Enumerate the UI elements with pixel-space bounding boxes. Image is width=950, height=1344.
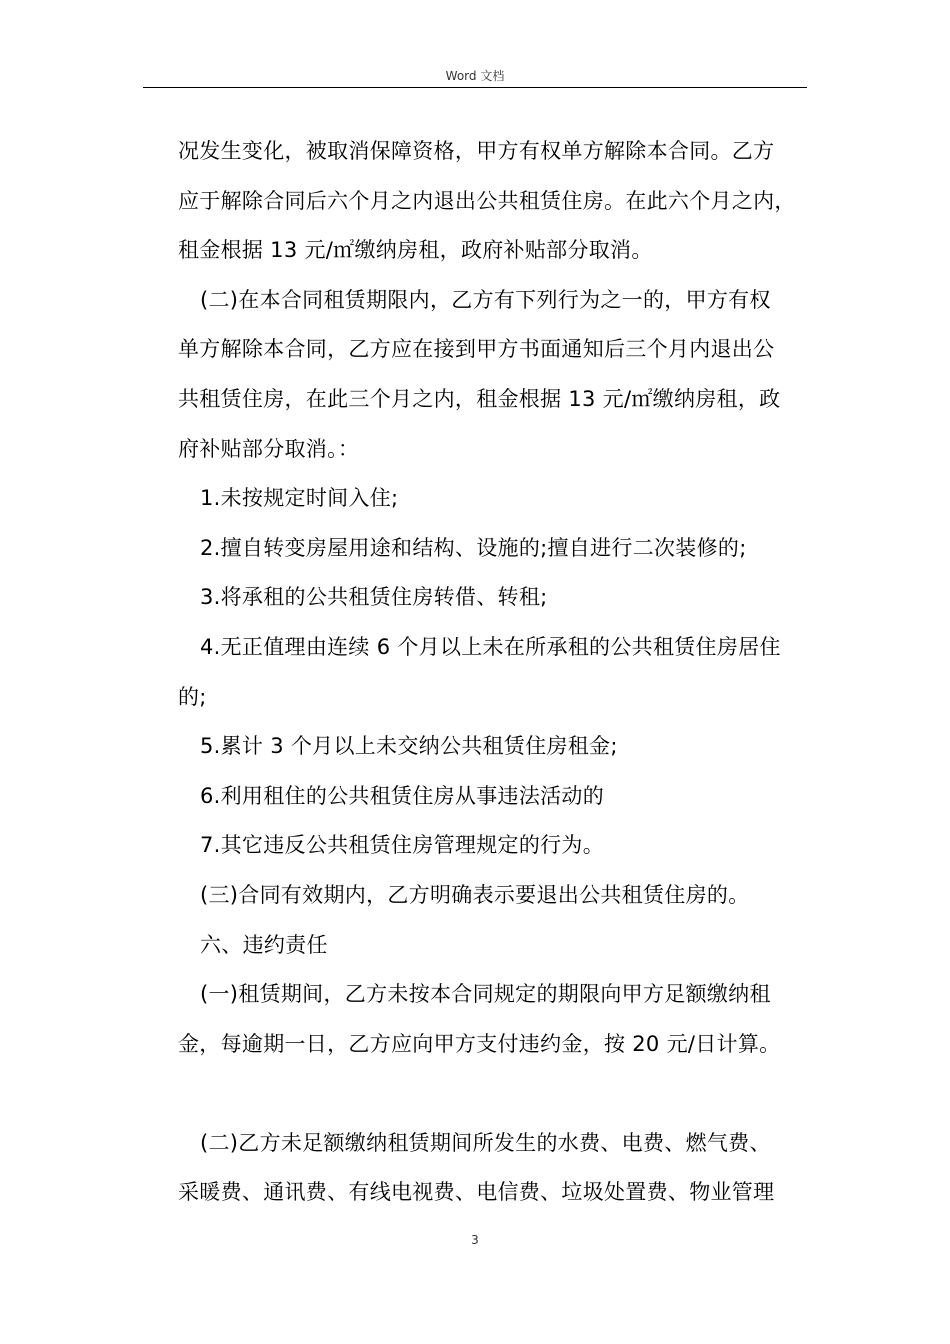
header-title: Word 文档 — [445, 69, 505, 83]
list-item: 2.擅自转变房屋用途和结构、设施的;擅自进行二次装修的; — [200, 535, 747, 560]
list-item: 6.利用租住的公共租赁住房从事违法活动的 — [200, 783, 605, 808]
page-number: 3 — [471, 1233, 479, 1247]
body-line: 金，每逾期一日，乙方应向甲方支付违约金，按 20 元/日计算。 — [178, 1031, 781, 1056]
list-item: 7.其它违反公共租赁住房管理规定的行为。 — [200, 833, 605, 858]
document-body — [178, 127, 814, 1218]
body-line: 的; — [178, 684, 207, 709]
blank-line — [178, 1069, 814, 1119]
body-line: 况发生变化，被取消保障资格，甲方有权单方解除本合同。乙方 — [178, 139, 775, 163]
section-heading: 六、违约责任 — [200, 932, 328, 957]
body-line: 采暖费、通讯费、有线电视费、电信费、垃圾处置费、物业管理 — [178, 1180, 775, 1205]
header-divider — [143, 87, 807, 88]
list-item: 5.累计 3 个月以上未交纳公共租赁住房租金; — [200, 734, 618, 759]
list-item: 1.未按规定时间入住; — [200, 486, 399, 511]
list-item: 3.将承租的公共租赁住房转借、转租; — [200, 585, 548, 610]
body-line: 单方解除本合同，乙方应在接到甲方书面通知后三个月内退出公 — [178, 337, 775, 362]
body-line: (二)乙方未足额缴纳租赁期间所发生的水费、电费、燃气费、 — [200, 1130, 771, 1155]
body-line: 租金根据 13 元/㎡缴纳房租，政府补贴部分取消。 — [178, 238, 653, 263]
list-item: 4.无正值理由连续 6 个月以上未在所承租的公共租赁住房居住 — [200, 634, 781, 659]
body-line: (一)租赁期间，乙方未按本合同规定的期限向甲方足额缴纳租 — [200, 982, 771, 1007]
body-line: 共租赁住房，在此三个月之内，租金根据 13 元/㎡缴纳房租，政 — [178, 386, 781, 411]
body-line: (二)在本合同租赁期限内，乙方有下列行为之一的，甲方有权 — [200, 287, 771, 312]
body-line: 应于解除合同后六个月之内退出公共租赁住房。在此六个月之内， — [178, 188, 796, 213]
body-line: 府补贴部分取消。： — [178, 436, 360, 461]
body-line: (三)合同有效期内，乙方明确表示要退出公共租赁住房的。 — [200, 882, 750, 907]
